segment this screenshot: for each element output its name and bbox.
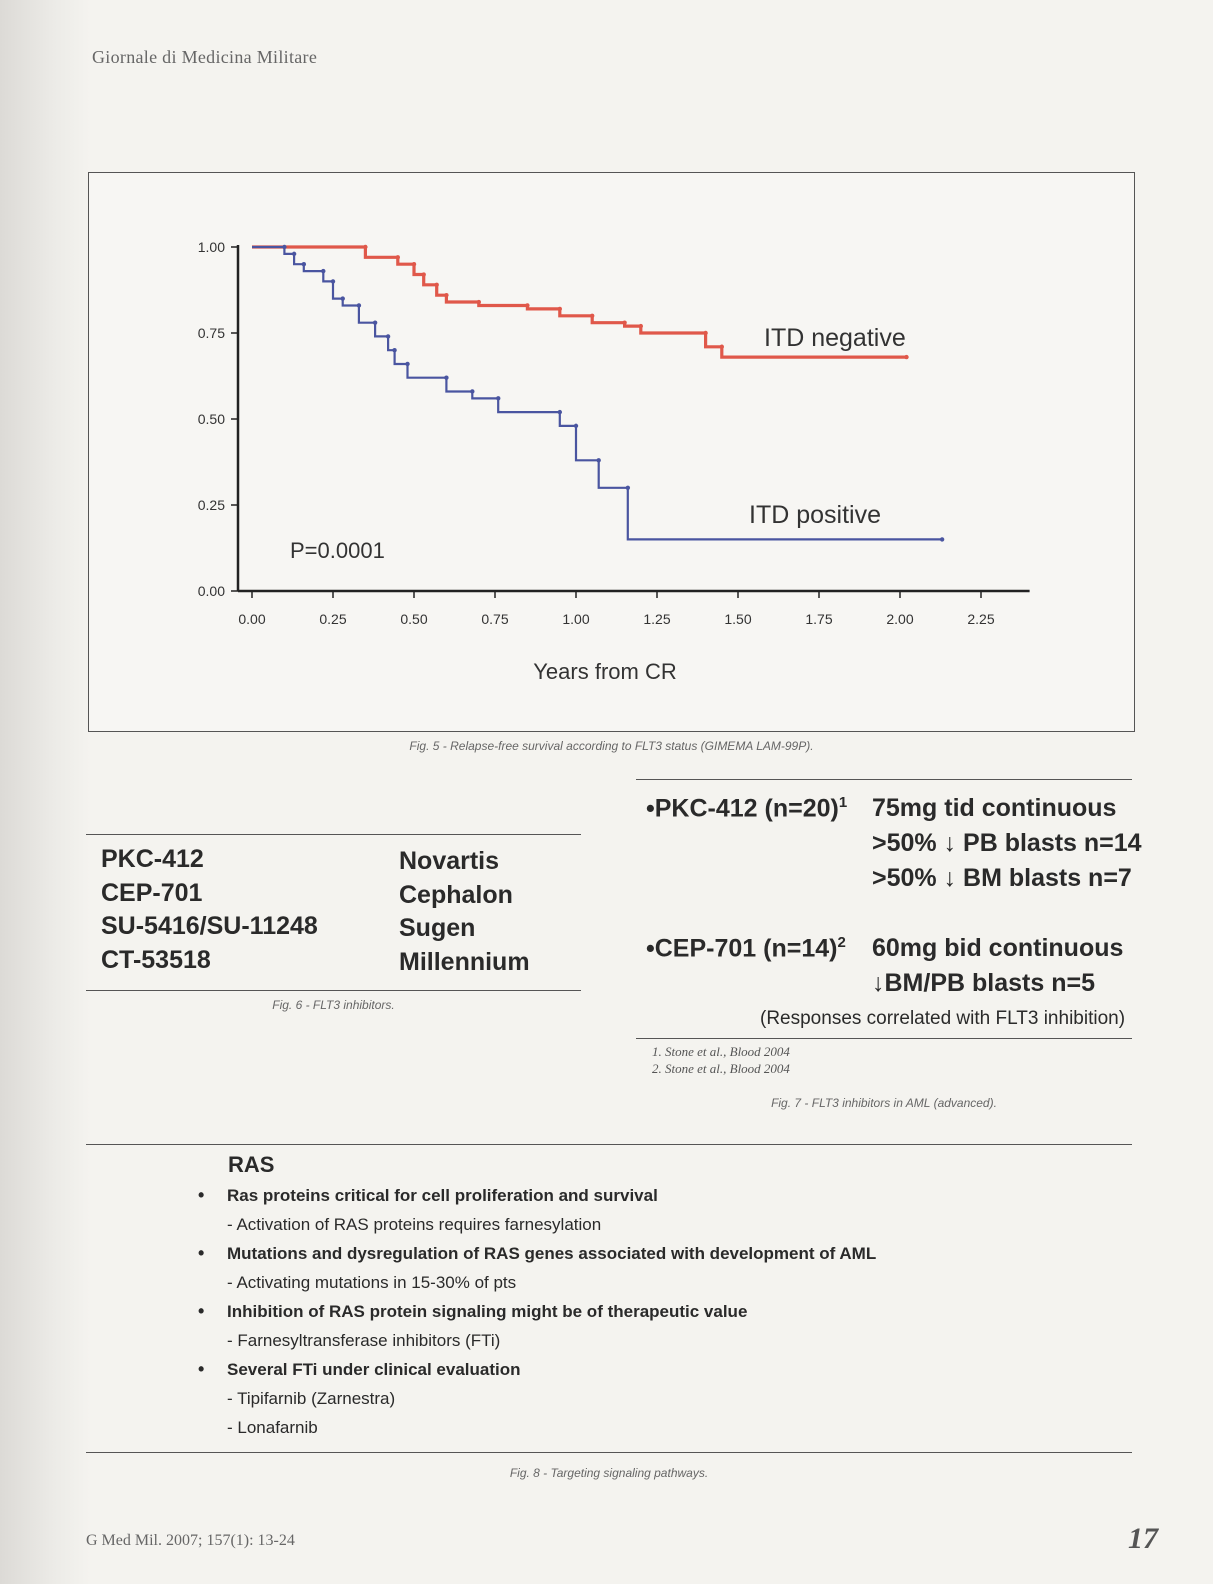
censor-mark (904, 355, 908, 359)
fig8-item: Several FTi under clinical evaluation (227, 1360, 521, 1379)
censor-mark (331, 279, 335, 283)
x-tick-label: 2.00 (886, 611, 914, 627)
fig8-subitem: - Activation of RAS proteins requires farnesylation (227, 1215, 602, 1234)
censor-mark (496, 396, 500, 400)
series-label: ITD positive (749, 501, 881, 529)
series-line-1 (252, 247, 942, 539)
series-label: ITD negative (764, 324, 906, 352)
fig6-company-cell: Millennium (399, 947, 530, 976)
fig6-company-cell: Sugen (399, 914, 476, 942)
fig6-company-cell: Cephalon (399, 880, 513, 909)
fig7-caption: Fig. 7 - FLT3 inhibitors in AML (advanced). (771, 1096, 997, 1110)
y-tick-label: 0.50 (197, 411, 225, 427)
running-head: Giornale di Medicina Militare (92, 47, 318, 67)
x-tick-label: 1.50 (724, 611, 752, 627)
censor-mark (373, 320, 377, 324)
censor-mark (940, 537, 944, 541)
censor-mark (720, 345, 724, 349)
fig7-note: (Responses correlated with FLT3 inhibition) (760, 1008, 1126, 1029)
fig8-top-rule (86, 1144, 1132, 1145)
fig6-caption: Fig. 6 - FLT3 inhibitors. (272, 998, 395, 1012)
censor-mark (574, 424, 578, 428)
censor-mark (363, 245, 367, 249)
x-tick-label: 1.75 (805, 611, 833, 627)
fig8-bullet: • (198, 1243, 205, 1263)
x-tick-label: 1.25 (643, 611, 671, 627)
fig8-bullet: • (198, 1185, 205, 1205)
fig8-bullet: • (198, 1301, 205, 1321)
fig6-drug-cell: CEP-701 (101, 878, 203, 907)
fig8-bullet: • (198, 1359, 205, 1379)
fig8-bottom-rule (86, 1452, 1132, 1453)
page-spine-shadow (0, 0, 90, 1584)
fig8-subitem: - Tipifarnib (Zarnestra) (227, 1389, 396, 1408)
fig6-company-cell: Novartis (399, 847, 500, 875)
fig8-item: Ras proteins critical for cell proliferation and survival (227, 1186, 658, 1205)
censor-mark (639, 324, 643, 328)
y-tick-label: 0.25 (197, 497, 225, 513)
fig7-item2-line2: ↓BM/PB blasts n=5 (872, 969, 1095, 997)
fig8-item: Inhibition of RAS protein signaling might be of therapeutic value (227, 1302, 748, 1321)
fig6-drug-cell: CT-53518 (101, 945, 211, 974)
x-tick-label: 2.25 (967, 611, 995, 627)
censor-mark (282, 245, 286, 249)
fig7-item2-line1: 60mg bid continuous (872, 934, 1124, 962)
fig8-title: RAS (228, 1152, 275, 1177)
censor-mark (477, 300, 481, 304)
censor-mark (596, 458, 600, 462)
censor-mark (292, 252, 296, 256)
fig8-subitem: - Farnesyltransferase inhibitors (FTi) (227, 1331, 501, 1350)
x-tick-label: 0.50 (400, 611, 428, 627)
censor-mark (321, 269, 325, 273)
fig8-subitem: - Activating mutations in 15-30% of pts (227, 1273, 517, 1292)
censor-mark (396, 255, 400, 259)
fig7-ref-1: 1. Stone et al., Blood 2004 (652, 1044, 790, 1059)
censor-mark (386, 334, 390, 338)
censor-mark (558, 307, 562, 311)
censor-mark (558, 410, 562, 414)
fig7-ref-2: 2. Stone et al., Blood 2004 (652, 1061, 790, 1076)
censor-mark (392, 348, 396, 352)
fig6-drug-cell: PKC-412 (101, 845, 204, 873)
y-tick-label: 0.00 (197, 583, 225, 599)
x-tick-label: 0.75 (481, 611, 509, 627)
fig6-bottom-rule (86, 990, 581, 991)
p-value-annotation: P=0.0001 (290, 538, 385, 563)
fig6-drug-cell: SU-5416/SU-11248 (101, 912, 318, 940)
page-number: 17 (1128, 1522, 1158, 1555)
censor-mark (622, 320, 626, 324)
fig8-caption: Fig. 8 - Targeting signaling pathways. (509, 1466, 709, 1480)
fig5-survival-chart (89, 173, 1133, 730)
fig7-item1-label: •PKC-412 (n=20)$^1$ (646, 794, 848, 823)
censor-mark (412, 262, 416, 266)
fig8-subitem: - Lonafarnib (227, 1418, 318, 1437)
censor-mark (341, 296, 345, 300)
y-tick-label: 1.00 (197, 239, 225, 255)
x-axis-label: Years from CR (533, 659, 677, 684)
censor-mark (590, 314, 594, 318)
fig5-caption: Fig. 5 - Relapse-free survival according to FLT3 status (GIMEMA LAM-99P). (409, 739, 814, 753)
censor-mark (525, 303, 529, 307)
fig8-item: Mutations and dysregulation of RAS genes associated with development of AML (227, 1244, 877, 1263)
fig7-item2-label: •CEP-701 (n=14)$^2$ (646, 934, 846, 963)
censor-mark (302, 262, 306, 266)
censor-mark (703, 331, 707, 335)
fig7-item1-line3: >50% ↓ BM blasts n=7 (872, 864, 1132, 892)
censor-mark (405, 362, 409, 366)
x-tick-label: 0.25 (319, 611, 347, 627)
censor-mark (444, 376, 448, 380)
fig7-bottom-rule (636, 1038, 1132, 1039)
censor-mark (470, 389, 474, 393)
footer-citation: G Med Mil. 2007; 157(1): 13-24 (86, 1532, 295, 1549)
fig5-chart-frame (88, 172, 1135, 732)
censor-mark (434, 283, 438, 287)
censor-mark (422, 272, 426, 276)
censor-mark (626, 486, 630, 490)
x-tick-label: 1.00 (562, 611, 590, 627)
fig6-top-rule (86, 834, 581, 835)
y-tick-label: 0.75 (197, 325, 225, 341)
fig7-item1-line2: >50% ↓ PB blasts n=14 (872, 829, 1142, 857)
censor-mark (357, 303, 361, 307)
fig7-top-rule (636, 779, 1132, 780)
censor-mark (444, 293, 448, 297)
x-tick-label: 0.00 (238, 611, 266, 627)
fig7-item1-line1: 75mg tid continuous (872, 794, 1117, 822)
